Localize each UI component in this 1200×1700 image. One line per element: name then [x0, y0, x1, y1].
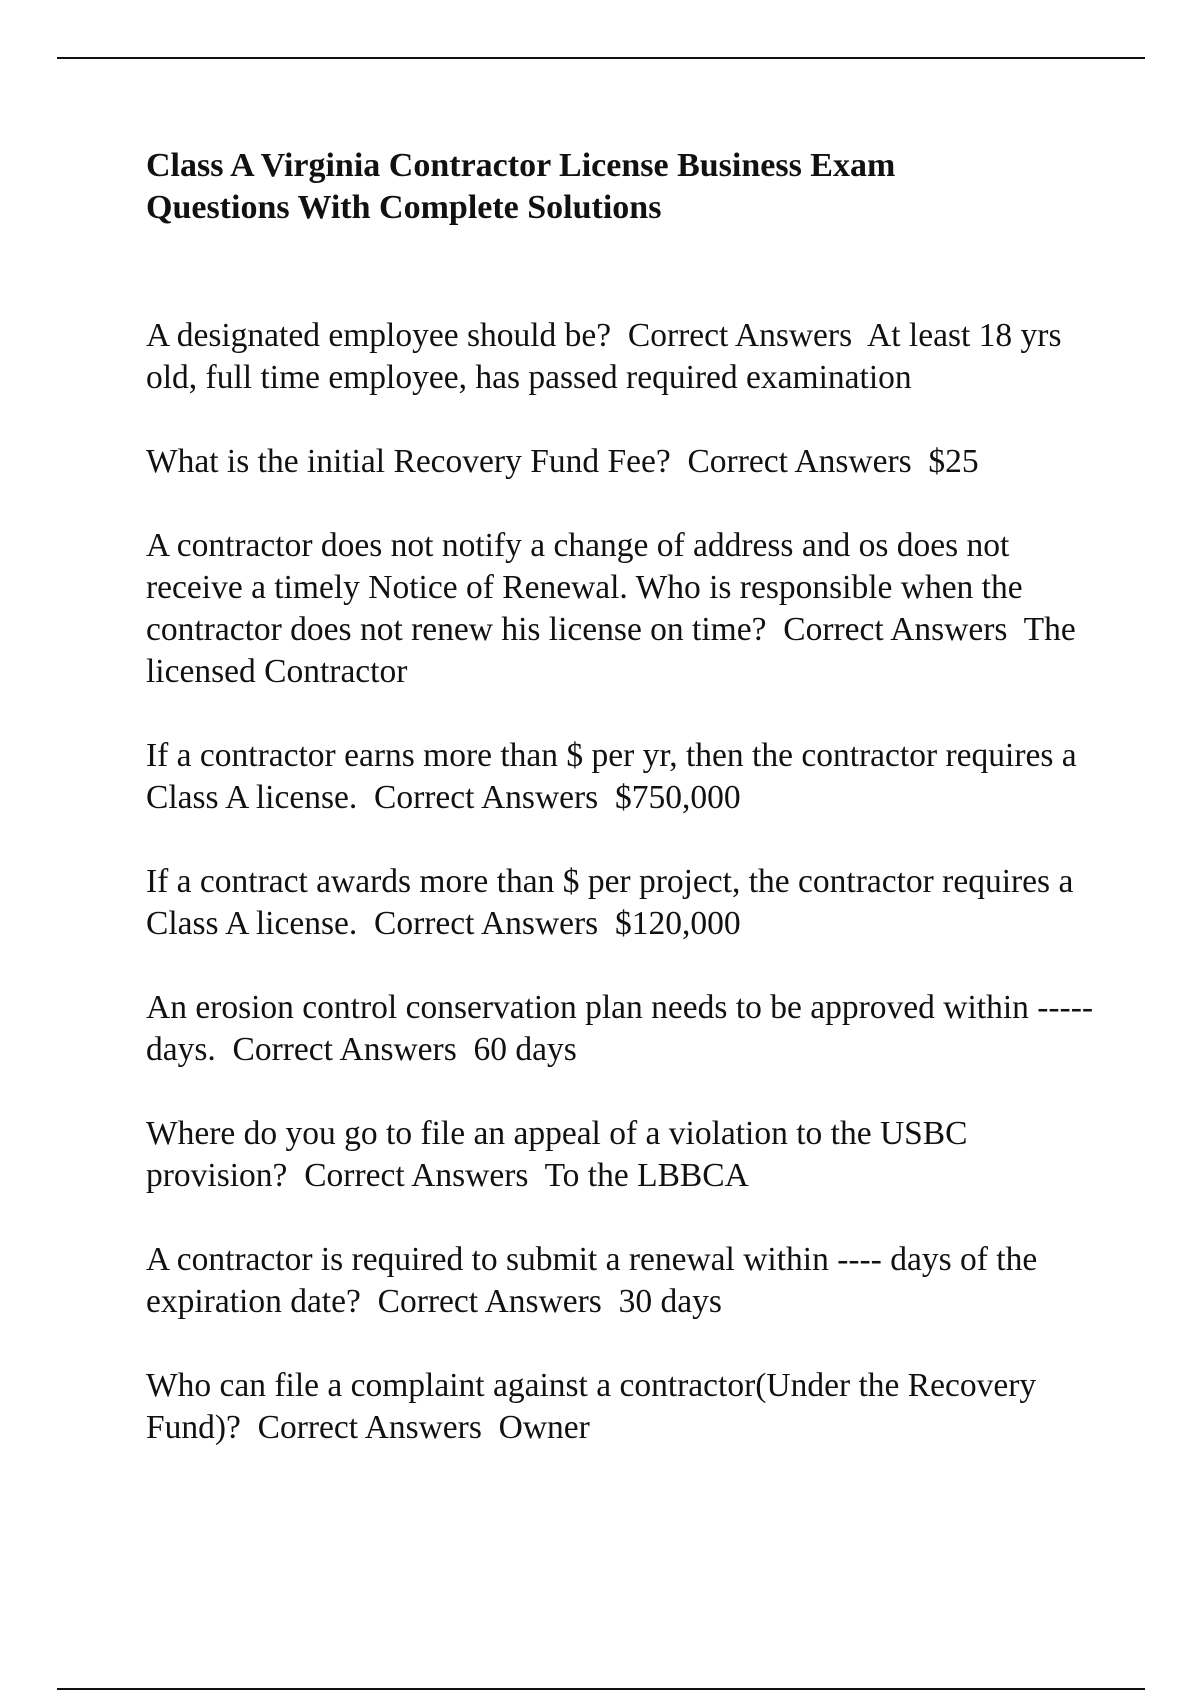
answer-text: $25	[928, 443, 979, 480]
qa-item	[146, 735, 1106, 819]
answer-label: Correct Answers	[783, 611, 1008, 648]
question-text: An erosion control conservation plan needs to be approved within ----- days.	[146, 989, 1094, 1068]
qa-item	[146, 1113, 1106, 1197]
answer-text: 60 days	[473, 1031, 577, 1068]
qa-list	[146, 315, 1106, 1449]
document-title: Class A Virginia Contractor License Business Exam Questions With Complete Solutions	[146, 147, 896, 226]
qa-item	[146, 441, 1106, 483]
qa-item	[146, 1365, 1106, 1449]
answer-text: $750,000	[614, 779, 741, 816]
qa-item	[146, 861, 1106, 945]
question-text: A contractor is required to submit a renewal within ---- days of the expiration date?	[146, 1241, 1038, 1320]
answer-text: At least 18 yrs old, full time employee, has passed required examination	[146, 317, 1062, 396]
answer-text: $120,000	[614, 905, 741, 942]
question-text: A contractor does not notify a change of address and os does not receive a timely Notice of Renewal. Who is responsible when the contractor does not renew his license on time?	[146, 527, 1023, 648]
answer-label: Correct Answers	[627, 317, 853, 354]
answer-label: Correct Answers	[377, 1283, 602, 1320]
qa-item	[146, 987, 1106, 1071]
answer-text: The licensed Contractor	[146, 611, 1076, 690]
question-text: What is the initial Recovery Fund Fee?	[146, 443, 671, 480]
answer-label: Correct Answers	[232, 1031, 457, 1068]
answer-text: To the LBBCA	[544, 1157, 749, 1194]
top-rule	[57, 57, 1145, 59]
qa-item	[146, 315, 1106, 399]
qa-item	[146, 1239, 1106, 1323]
bottom-rule	[57, 1688, 1145, 1690]
question-text: Who can file a complaint against a contractor(Under the Recovery Fund)?	[146, 1367, 1037, 1446]
answer-label: Correct Answers	[304, 1157, 529, 1194]
question-text: If a contract awards more than $ per project, the contractor requires a Class A license.	[146, 863, 1074, 942]
answer-label: Correct Answers	[373, 779, 599, 816]
answer-text: Owner	[498, 1409, 590, 1446]
question-text: If a contractor earns more than $ per yr, then the contractor requires a Class A license.	[146, 737, 1077, 816]
answer-text: 30 days	[618, 1283, 722, 1320]
document-body	[146, 145, 1106, 1491]
answer-label: Correct Answers	[373, 905, 599, 942]
answer-label: Correct Answers	[687, 443, 912, 480]
qa-item	[146, 525, 1106, 693]
answer-label: Correct Answers	[257, 1409, 482, 1446]
question-text: Where do you go to file an appeal of a violation to the USBC provision?	[146, 1115, 968, 1194]
question-text: A designated employee should be?	[146, 317, 612, 354]
